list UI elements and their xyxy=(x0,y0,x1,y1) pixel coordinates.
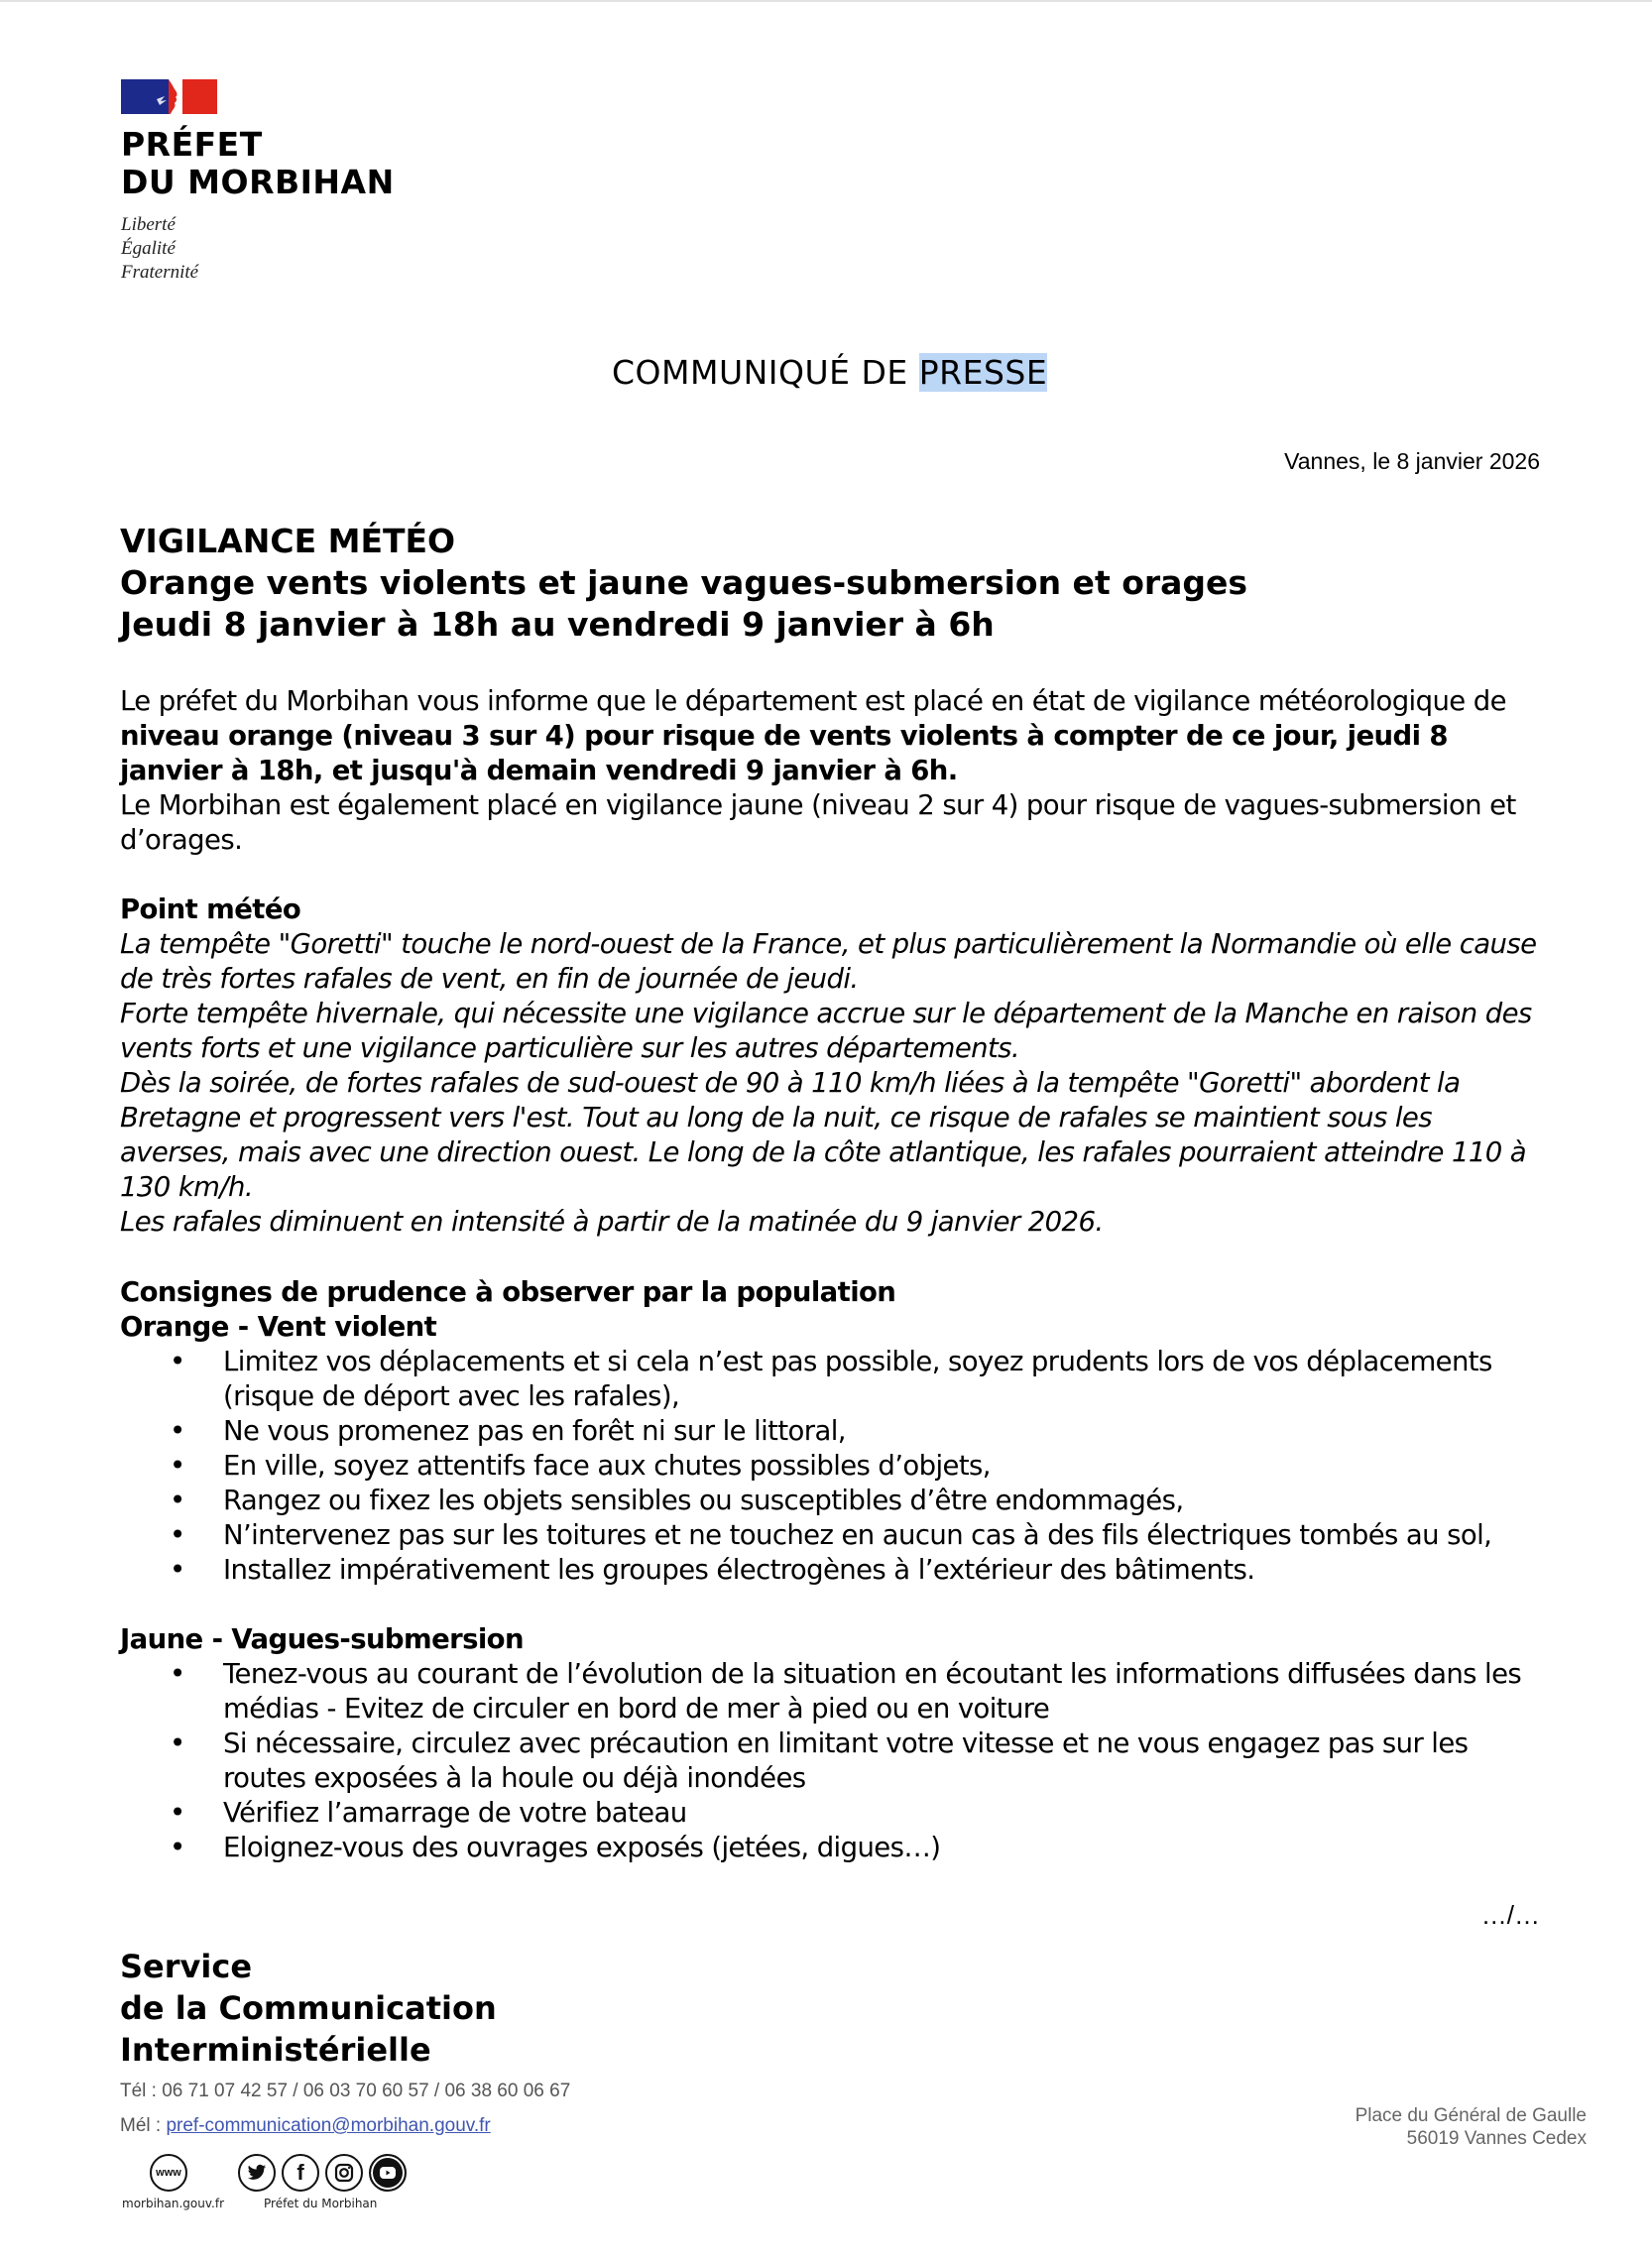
social-links xyxy=(120,2154,437,2213)
email-link[interactable]: pref-communication@morbihan.gouv.fr xyxy=(166,2115,491,2136)
point-meteo-line: La tempête "Goretti" touche le nord-ouest de la France, et plus particulièrement la Normandie où elle cause de très fortes rafales de vent, en fin de journée de jeudi. xyxy=(120,928,1537,995)
list-item: • Eloignez-vous des ouvrages exposés (jetées, digues…) xyxy=(120,1831,1548,1865)
point-meteo-line: Les rafales diminuent en intensité à partir de la matinée du 9 janvier 2026. xyxy=(120,1206,1104,1238)
consignes-section xyxy=(120,1275,1548,1588)
social-label: Préfet du Morbihan xyxy=(264,2197,378,2210)
consignes-title: Consignes de prudence à observer par la population xyxy=(120,1276,896,1308)
list-item: • En ville, soyez attentifs face aux chutes possibles d’objets, xyxy=(120,1449,1548,1484)
email-line xyxy=(120,2115,491,2137)
facebook-icon[interactable]: f xyxy=(282,2154,319,2192)
service-name xyxy=(120,1946,497,2071)
intro-p1 xyxy=(120,684,1548,788)
list-item: • N’intervenez pas sur les toitures et ne touchez en aucun cas à des fils électriques tombés au sol, xyxy=(120,1518,1548,1553)
service-line1: Service xyxy=(120,1948,253,1985)
jaune-title: Jaune - Vagues-submersion xyxy=(120,1623,524,1655)
title-selected-text[interactable]: PRESSE xyxy=(918,353,1048,392)
prefet-line2: DU MORBIHAN xyxy=(121,163,395,201)
marianne-icon xyxy=(155,79,182,114)
youtube-icon[interactable] xyxy=(369,2154,407,2192)
devise-egalite: Égalité xyxy=(121,238,176,259)
orange-title: Orange - Vent violent xyxy=(120,1311,437,1343)
prefet-line1: PRÉFET xyxy=(121,125,263,164)
prefecture-logo xyxy=(121,79,395,285)
heading-line3: Jeudi 8 janvier à 18h au vendredi 9 janvier à 6h xyxy=(120,605,995,644)
phone-numbers: Tél : 06 71 07 42 57 / 06 03 70 60 57 / 06 38 60 06 67 xyxy=(120,2081,571,2101)
document-title xyxy=(612,353,1047,392)
orange-list xyxy=(120,1345,1548,1588)
twitter-icon[interactable] xyxy=(238,2154,276,2192)
republic-flag-icon xyxy=(121,79,217,114)
list-item: • Limitez vos déplacements et si cela n’est pas possible, soyez prudents lors de vos déplacements (risque de déport avec les rafales), xyxy=(120,1345,1548,1414)
title-text: COMMUNIQUÉ DE xyxy=(612,353,919,392)
continuation-mark: …/… xyxy=(1480,1900,1540,1930)
point-meteo-line: Dès la soirée, de fortes rafales de sud-ouest de 90 à 110 km/h liées à la tempête "Goretti" abordent la Bretagne et progressent vers l'est. Tout au long de la nuit, ce risque de rafales se maintient sous les averses, mais avec une direction ouest. Le long de la côte atlantique, les rafales pourraient atteindre 110 à 130 km/h. xyxy=(120,1067,1527,1203)
intro-p1-bold: niveau orange (niveau 3 sur 4) pour risque de vents violents à compter de ce jour, jeudi 8 janvier à 18h, et jusqu'à demain vendredi 9 janvier à 6h. xyxy=(120,720,1448,786)
instagram-icon[interactable] xyxy=(325,2154,363,2192)
alert-heading xyxy=(120,521,1548,646)
website-icon[interactable] xyxy=(150,2154,187,2192)
www-text: www xyxy=(156,2167,181,2179)
service-line3: Interministérielle xyxy=(120,2031,431,2069)
website-label: morbihan.gouv.fr xyxy=(122,2197,225,2210)
list-item: • Tenez-vous au courant de l’évolution de la situation en écoutant les informations diffusées dans les médias - Evitez de circuler en bord de mer à pied ou en voiture xyxy=(120,1657,1548,1727)
address-line1: Place du Général de Gaulle xyxy=(1355,2105,1587,2126)
heading-line1: VIGILANCE MÉTÉO xyxy=(120,522,456,560)
top-border xyxy=(0,0,1652,2)
document-date: Vannes, le 8 janvier 2026 xyxy=(1284,448,1540,474)
devise-fraternite: Fraternité xyxy=(121,262,199,283)
list-item: • Vérifiez l’amarrage de votre bateau xyxy=(120,1796,1548,1831)
list-item: • Si nécessaire, circulez avec précaution en limitant votre vitesse et ne vous engagez pas sur les routes exposées à la houle ou déjà inondées xyxy=(120,1727,1548,1796)
point-meteo-section xyxy=(120,893,1548,1240)
point-meteo-title: Point météo xyxy=(120,893,301,925)
jaune-section xyxy=(120,1622,1548,1865)
service-line2: de la Communication xyxy=(120,1989,497,2027)
email-label: Mél : xyxy=(120,2115,167,2136)
postal-address xyxy=(1356,2104,1587,2150)
point-meteo-line: Forte tempête hivernale, qui nécessite une vigilance accrue sur le département de la Manche en raison des vents forts et une vigilance particulière sur les autres départements. xyxy=(120,998,1532,1064)
intro-p2: Le Morbihan est également placé en vigilance jaune (niveau 2 sur 4) pour risque de vagues-submersion et d’orages. xyxy=(120,789,1516,856)
list-item: • Installez impérativement les groupes électrogènes à l’extérieur des bâtiments. xyxy=(120,1553,1548,1588)
intro-p1-text: Le préfet du Morbihan vous informe que le département est placé en état de vigilance météorologique de xyxy=(120,685,1506,717)
devise xyxy=(121,213,395,285)
intro-paragraph xyxy=(120,684,1548,858)
devise-liberte: Liberté xyxy=(121,214,176,235)
jaune-list xyxy=(120,1657,1548,1865)
address-line2: 56019 Vannes Cedex xyxy=(1406,2128,1587,2149)
prefet-title xyxy=(121,126,395,201)
list-item: • Rangez ou fixez les objets sensibles ou susceptibles d’être endommagés, xyxy=(120,1484,1548,1518)
list-item: • Ne vous promenez pas en forêt ni sur le littoral, xyxy=(120,1414,1548,1449)
heading-line2: Orange vents violents et jaune vagues-submersion et orages xyxy=(120,563,1248,602)
